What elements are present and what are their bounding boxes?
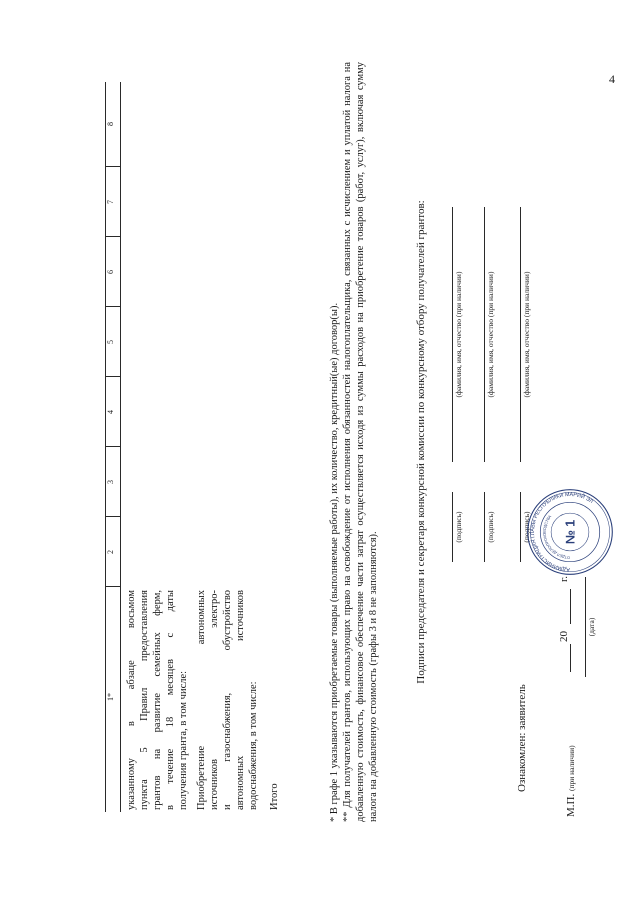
page-number: 4 [609, 72, 615, 86]
signature-caption-2: (подпись) [486, 511, 495, 543]
table-row-description: указанному в абзаце восьмом пункта 5 Правил предоставления грантов на развитие семейных ферм, в течение 18 месяцев с даты получения гранта, в том числе: [126, 590, 189, 810]
official-stamp [525, 487, 615, 577]
stamp-inner-text: ОТДЕЛ ДЕЛОПРОИЗВОДСТВА [542, 514, 571, 560]
date-caption: (дата) [587, 617, 596, 637]
table-col-divider [105, 376, 120, 377]
table-header-col-6: 6 [106, 270, 115, 274]
grant-expenses-table [105, 82, 307, 812]
name-line-2 [484, 207, 485, 462]
signatures-title: Подписи председателя и секретаря конкурсной комиссии по конкурсному отбору получателей грантов: [415, 200, 427, 684]
mp-note: (при наличии) [567, 745, 576, 792]
name-line-3 [520, 207, 521, 462]
signature-line-2 [484, 492, 485, 562]
year-suffix: г. [558, 575, 570, 582]
stamp-ring-text: АДМИНИСТРАЦИЯ ГЛАВЫ РЕСПУБЛИКИ МАРИЙ ЭЛ [529, 491, 594, 573]
stamp-number: № 1 [563, 519, 578, 545]
footnote-1: * В графе 1 указываются приобретаемые товары (выполняемые работы), их количество, кредитный(ые) договор(ы). [329, 302, 340, 822]
table-header-col-3: 3 [106, 480, 115, 484]
table-header-col-2: 2 [106, 550, 115, 554]
table-col-divider [105, 236, 120, 237]
name-caption-2: (фамилия, имя, отчество (при наличии) [486, 271, 495, 398]
table-header-col-1: 1* [106, 693, 115, 701]
name-caption-1: (фамилия, имя, отчество (при наличии) [454, 271, 463, 398]
signature-caption-3: (подпись) [522, 511, 531, 543]
year-prefix: 20 [558, 631, 570, 642]
table-header-border [120, 82, 121, 812]
table-header-col-8: 8 [106, 122, 115, 126]
table-header-col-4: 4 [106, 410, 115, 414]
day-month-line [570, 644, 571, 672]
signature-caption-1: (подпись) [454, 511, 463, 543]
table-col-divider [105, 306, 120, 307]
table-header-col-7: 7 [106, 200, 115, 204]
signature-line-1 [452, 492, 453, 562]
year-line [570, 589, 571, 624]
name-caption-3: (фамилия, имя, отчество (при наличии) [522, 271, 531, 398]
rotated-page-content [10, 12, 630, 892]
date-line [585, 577, 586, 677]
table-col-divider [105, 446, 120, 447]
table-col-divider [105, 166, 120, 167]
acquainted-label: Ознакомлен: заявитель [516, 684, 528, 792]
table-header-col-5: 5 [106, 340, 115, 344]
table-row-autonomous-sources: Приобретение автономных источников электро- и газоснабжения, обустройство автономных источников водоснабжения, в том числе: [196, 590, 259, 810]
mp-label: М.П. (при наличии) [565, 745, 577, 817]
table-row-total: Итого [269, 783, 280, 810]
name-line-1 [452, 207, 453, 462]
signature-line-3 [520, 492, 521, 562]
table-col-divider [105, 586, 120, 587]
footnote-2: ** Для получателей грантов, использующих право на освобождение от исполнения обязанностей налогоплательщика, связанных с исчислением и уплатой налога на добавленную стоимость, финансовое обеспечение части затрат осуществляется исходя из суммы расходов на приобретение товаров (работ, услуг), включая сумму налога на добавленную стоимость (графы 3 и 8 не заполняются). [342, 62, 379, 822]
table-col-divider [105, 516, 120, 517]
